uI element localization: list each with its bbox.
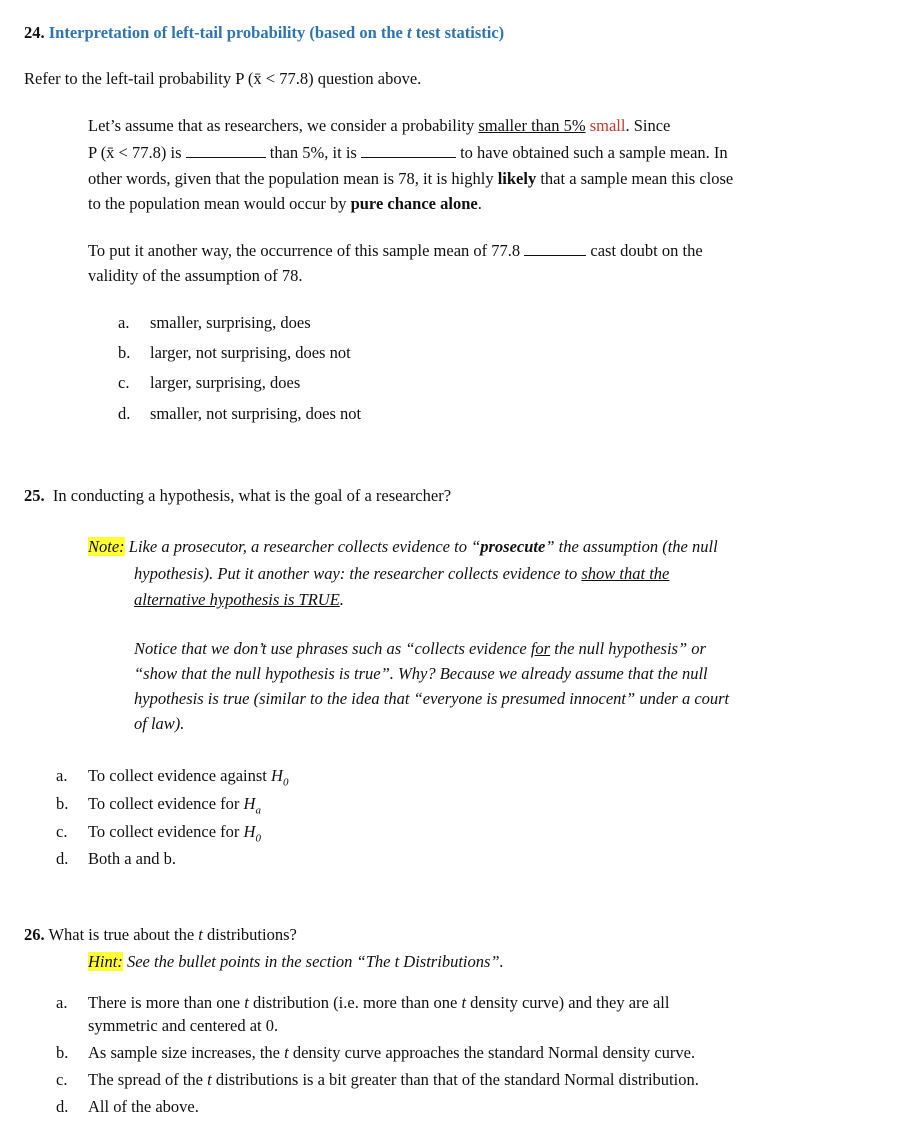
- q25-question: 25. In conducting a hypothesis, what is the goal of a researcher?: [24, 486, 452, 505]
- q26-question: 26. What is true about the t distributions?: [24, 925, 297, 944]
- q25-option-a[interactable]: a. To collect evidence against $H_0$: [56, 766, 289, 789]
- hint-label: Hint:: [88, 952, 123, 971]
- q25-note-line3: alternative hypothesis is TRUE.: [134, 590, 344, 609]
- q25-note-line2: hypothesis). Put it another way: the researcher collects evidence to show that the: [134, 564, 670, 583]
- q24-option-d[interactable]: d. smaller, not surprising, does not: [118, 404, 362, 423]
- q26-option-c[interactable]: c. The spread of the t distributions is a bit greater than that of the standard Normal distribution.: [56, 1070, 699, 1089]
- q24-option-a[interactable]: a. smaller, surprising, does: [118, 313, 311, 332]
- q24-number: 24.: [24, 23, 45, 42]
- q25-note-line1: Note: Like a prosecutor, a researcher collects evidence to “prosecute” the assumption (the null: [88, 537, 718, 556]
- q24-para2-line2: validity of the assumption of 78.: [88, 266, 303, 285]
- q26-option-b[interactable]: b. As sample size increases, the t density curve approaches the standard Normal density curve.: [56, 1043, 696, 1062]
- q26-hint: Hint: See the bullet points in the section “The t Distributions”.: [88, 952, 504, 971]
- q24-option-c[interactable]: c. larger, surprising, does: [118, 373, 301, 392]
- q26-option-d[interactable]: d. All of the above.: [56, 1097, 199, 1116]
- answer-blank-2[interactable]: [361, 143, 456, 158]
- q25-option-d[interactable]: d. Both a and b.: [56, 849, 176, 868]
- q24-para2-line1: To put it another way, the occurrence of this sample mean of 77.8 cast doubt on the: [88, 241, 703, 260]
- q24-para1-line3: other words, given that the population mean is 78, it is highly likely that a sample mean this close: [88, 169, 734, 188]
- answer-blank-1[interactable]: [186, 143, 266, 158]
- q26-option-a[interactable]: a. There is more than one t distribution (i.e. more than one t density curve) and they are all: [56, 993, 670, 1012]
- q25-notice-line4: of law).: [134, 714, 185, 733]
- q24-para1-line1: Let’s assume that as researchers, we consider a probability smaller than 5% small. Since: [88, 116, 671, 135]
- q25-option-c[interactable]: c. To collect evidence for $H_0$: [56, 822, 261, 845]
- q25-notice-line2: “show that the null hypothesis is true”. Why? Because we already assume that the null: [134, 664, 708, 683]
- q26-option-a-line2: symmetric and centered at 0.: [88, 1016, 279, 1035]
- note-label: Note:: [88, 537, 125, 556]
- q24-heading: [24, 22, 504, 44]
- q24-option-b[interactable]: b. larger, not surprising, does not: [118, 343, 351, 362]
- answer-blank-3[interactable]: [524, 241, 586, 256]
- q24-title: Interpretation of left-tail probability (based on the t test statistic): [48, 23, 505, 42]
- q25-option-b[interactable]: b. To collect evidence for $H_a$: [56, 794, 261, 817]
- q25-notice-line1: Notice that we don’t use phrases such as “collects evidence for the null hypothesis” or: [134, 639, 706, 658]
- q25-notice-line3: hypothesis is true (similar to the idea that “everyone is presumed innocent” under a court: [134, 689, 730, 708]
- q24-para1-line2: P (x̄ < 77.8) is than 5%, it is to have obtained such a sample mean. In: [88, 143, 728, 162]
- q24-intro: Refer to the left-tail probability P (x̄ < 77.8) question above.: [24, 69, 422, 88]
- q24-para1-line4: to the population mean would occur by pure chance alone.: [88, 194, 482, 213]
